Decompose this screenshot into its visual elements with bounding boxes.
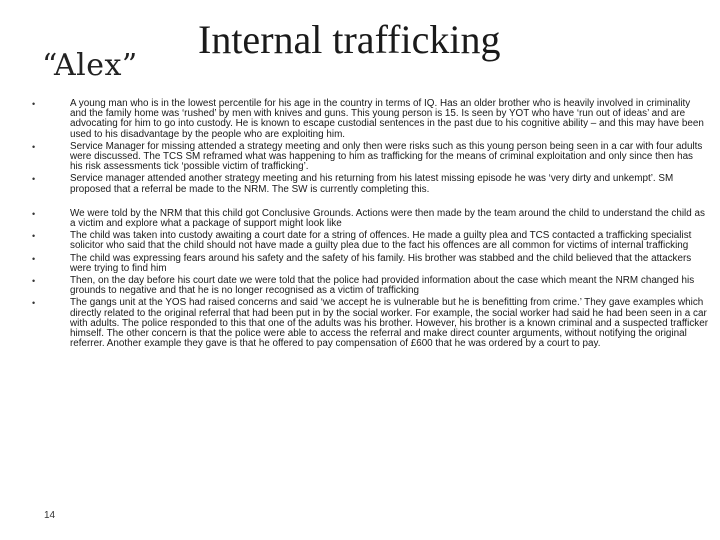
- page-number: 14: [44, 510, 56, 521]
- bullet-item: • The child was expressing fears around his safety and the safety of his family. His brother was stabbed and the child believed that the attackers were trying to find him: [28, 254, 708, 274]
- bullet-item: • The gangs unit at the YOS had raised concerns and said ‘we accept he is vulnerable but he is benefitting from crime.’ They gave examples which directly related to the original referral that had been put in by the social worker. For example, the social worker had said he had been seen in a car with adults. The police responded to this that one of the adults was his brother. However, his brother is a known criminal and a suspected trafficker himself. The other concern is that the police were able to access the referral and make direct counter arguments, without notifying the original referrer. Another example they gave is that he offered to pay compensation of £600 that he was ordered by a court to pay.: [28, 298, 708, 349]
- case-bullet-list: [28, 99, 708, 349]
- slide-title: Internal trafficking: [198, 17, 501, 62]
- bullet-item: • Service Manager for missing attended a strategy meeting and only then were risks such as this young person being seen in a car with four adults were discussed. The TCS SM reframed what was happening to him as trafficking for the means of criminal exploitation and only since then has his risk assessments tick ‘possible victim of trafficking’.: [28, 142, 708, 173]
- case-name-heading: “Alex”: [42, 48, 138, 83]
- bullet-item: • Service manager attended another strategy meeting and his returning from his latest missing episode he was ‘very dirty and unkempt’. SM proposed that a referral be made to the NRM. The SW is currently completing this.: [28, 174, 708, 194]
- bullet-item: • A young man who is in the lowest percentile for his age in the country in terms of IQ. Has an older brother who is heavily involved in criminality and the family home was ‘rushed’ by men with knives and guns. This young person is 15. Is seen by YOT who have ‘run out of ideas’ and are advocating for him to go into custody. He is known to escape custodial sentences in the past due to his cognitive ability – and this may have been used to his disadvantage by the people who are exploiting him.: [28, 99, 708, 140]
- bullet-item: • Then, on the day before his court date we were told that the police had provided information about the case which meant the NRM changed his grounds to negative and that he is no longer recognised as a victim of trafficking: [28, 276, 708, 296]
- bullet-item: • The child was taken into custody awaiting a court date for a string of offences. He made a guilty plea and TCS contacted a trafficking specialist solicitor who said that the child should not have made a guilty plea due to the fact his offences are all common for victims of internal trafficking: [28, 231, 708, 251]
- bullet-item: • We were told by the NRM that this child got Conclusive Grounds. Actions were then made by the team around the child to understand the child as a victim and explore what a package of support might look like: [28, 209, 708, 229]
